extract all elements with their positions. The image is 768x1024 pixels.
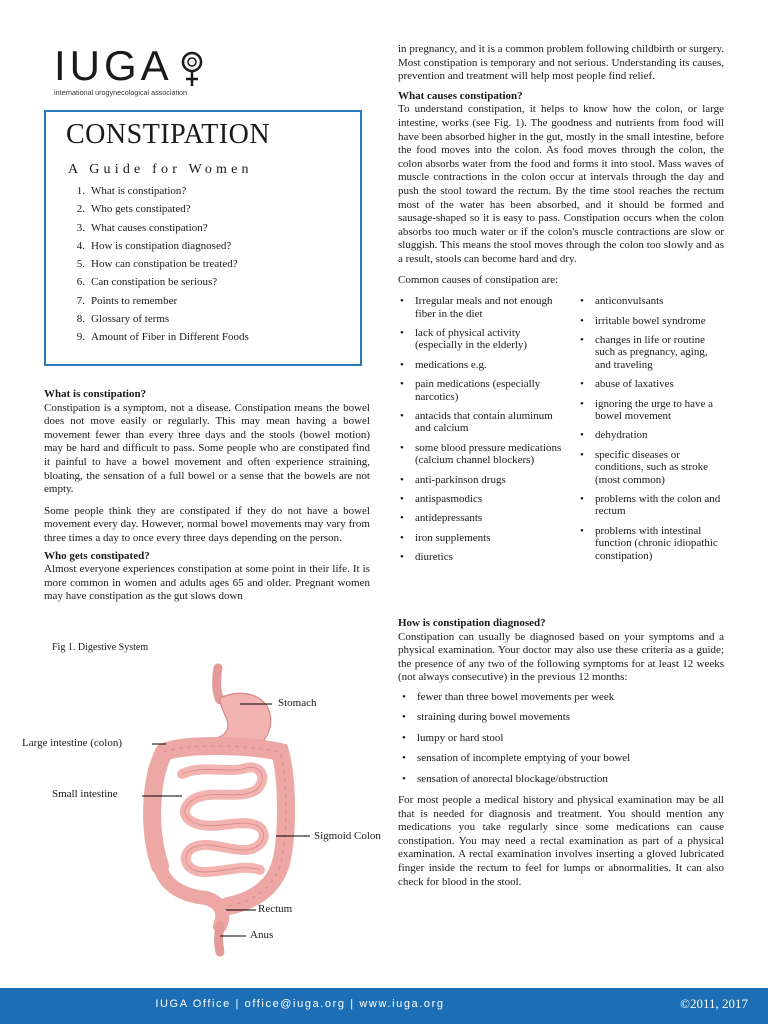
paragraph-diagnosed: Constipation can usually be diagnosed based on your symptoms and a physical examination. Your doctor may also use these criteria as a guide; the presence of any two of the following symptoms for at least 12 weeks (not always consecutive) in the previous 12 months: bbox=[398, 630, 724, 684]
toc-item bbox=[66, 328, 360, 346]
toc-label: What is constipation? bbox=[91, 185, 187, 197]
document-subtitle: A Guide for Women bbox=[68, 162, 253, 177]
list-item: • Irregular meals and not enough fiber in the diet bbox=[398, 295, 570, 320]
causes-list-b bbox=[578, 295, 726, 562]
toc-item bbox=[66, 273, 360, 291]
label-large-intestine: Large intestine (colon) bbox=[22, 737, 122, 749]
list-item: • diuretics bbox=[398, 551, 570, 563]
toc-number: 3. bbox=[76, 221, 85, 234]
list-item: • some blood pressure medications (calcium channel blockers) bbox=[398, 442, 570, 467]
paragraph-who: Almost everyone experiences constipation at some point in their life. It is more common in women and adults ages 65 and older. Pregnant women may have constipation as the gut slows down bbox=[44, 563, 370, 603]
diagnosis-criteria-list bbox=[400, 691, 724, 785]
paragraph-what-2: Some people think they are constipated if they do not have a bowel movement every day. However, normal bowel movements may vary from three times a day to once every three days depending on the person. bbox=[44, 504, 370, 544]
list-item: • antacids that contain aluminum and calcium bbox=[398, 410, 570, 435]
toc-item bbox=[66, 237, 360, 255]
toc-label: How can constipation be treated? bbox=[91, 258, 238, 271]
list-item: • problems with the colon and rectum bbox=[578, 493, 726, 518]
causes-lists bbox=[398, 295, 724, 617]
paragraph-common-causes: Common causes of constipation are: bbox=[398, 273, 559, 286]
list-item: • abuse of laxatives bbox=[578, 378, 726, 390]
list-item: • anticonvulsants bbox=[578, 295, 726, 307]
paragraph-what-1: Constipation is a symptom, not a disease. Constipation means the bowel does not move easily or regularly. This may mean having a bowel movement fewer than every three days and the stools (bowel motion) may be hard and difficult to pass. Some people who are constipated find it painful to have a bowel movement and often experience straining, bloating, the sensation of a full bowel or a sense that the bowels are not empty. bbox=[44, 401, 370, 496]
table-of-contents bbox=[44, 110, 362, 366]
right-column bbox=[398, 43, 724, 889]
toc-item bbox=[66, 292, 360, 310]
iuga-logo bbox=[54, 44, 274, 100]
toc-list bbox=[66, 182, 360, 347]
list-item: • fewer than three bowel movements per week bbox=[400, 691, 724, 703]
list-item: • ignoring the urge to have a bowel movement bbox=[578, 398, 726, 423]
female-symbol-icon bbox=[179, 50, 205, 90]
label-small-intestine: Small intestine bbox=[52, 788, 118, 800]
section-heading-what: What is constipation? bbox=[44, 388, 147, 400]
list-item: • medications e.g. bbox=[398, 359, 570, 371]
label-stomach: Stomach bbox=[278, 697, 317, 709]
toc-item bbox=[66, 310, 360, 328]
toc-number: 4. bbox=[76, 239, 85, 252]
left-column bbox=[44, 388, 370, 604]
logo-wordmark: IUGA bbox=[54, 42, 173, 89]
toc-number: 6. bbox=[76, 276, 85, 289]
list-item: • specific diseases or conditions, such as stroke (most common) bbox=[578, 449, 726, 486]
list-item: • antidepressants bbox=[398, 512, 570, 524]
list-item: • sensation of incomplete emptying of your bowel bbox=[400, 752, 724, 764]
label-rectum: Rectum bbox=[258, 903, 293, 915]
paragraph-causes: To understand constipation, it helps to know how the colon, or large intestine, works (see Fig. 1). The goodness and nutrients from food will have been absorbed higher in the gut, mostly in the small intestine, before the food moves into the colon. As food moves through the colon, the colon absorbs water from the food and forms it into stool. Mass waves of muscle contractions in the colon occur at intervals through the day and push the stool toward the rectum. By the time stool reaches the rectum most of the water has been absorbed, and it should be formed and sausage-shaped so it is easy to pass. Constipation occurs when the colon absorbs too much water or if the colon's muscle contractions are slow or sluggish. This means the stool moves through the colon too slowly and as a result, stools can become hard and dry. bbox=[398, 103, 724, 265]
list-item: • problems with intestinal function (chronic idiopathic constipation) bbox=[578, 525, 726, 562]
section-heading-causes: What causes constipation? bbox=[398, 89, 523, 102]
toc-item bbox=[66, 182, 360, 200]
list-item: • straining during bowel movements bbox=[400, 711, 724, 723]
section-heading-diagnosed: How is constipation diagnosed? bbox=[398, 617, 546, 630]
list-item: • dehydration bbox=[578, 429, 726, 441]
causes-list-a bbox=[398, 295, 570, 564]
toc-label: Can constipation be serious? bbox=[91, 276, 218, 289]
toc-number: 1. bbox=[76, 185, 85, 197]
toc-label: How is constipation diagnosed? bbox=[91, 239, 232, 252]
paragraph-continued: in pregnancy, and it is a common problem following childbirth or surgery. Most constipation is temporary and not serious. Understanding its causes, prevention and treatment will help most people find relief. bbox=[398, 43, 724, 83]
paragraph-final: For most people a medical history and physical examination may be all that is needed for diagnosis and treatment. You should mention any medications you take regularly since some medications can cause constipation. You may need a rectal examination as part of a physical examination. A rectal examination involves inserting a gloved lubricated finger inside the rectum to feel for lumps or abnormalities. It can also check for blood in the stool. bbox=[398, 794, 724, 888]
figure-caption: Fig 1. Digestive System bbox=[52, 642, 149, 653]
toc-label: Glossary of terms bbox=[91, 313, 170, 326]
toc-number: 8. bbox=[76, 313, 85, 326]
toc-number: 7. bbox=[76, 294, 85, 307]
list-item: • irritable bowel syndrome bbox=[578, 315, 726, 327]
digestive-system-illustration bbox=[14, 640, 384, 960]
toc-label: Who gets constipated? bbox=[91, 203, 191, 216]
toc-number: 5. bbox=[76, 258, 85, 271]
document-title: CONSTIPATION bbox=[66, 119, 271, 150]
toc-label: Amount of Fiber in Different Foods bbox=[91, 331, 249, 344]
list-item: • pain medications (especially narcotics) bbox=[398, 378, 570, 403]
logo-subtitle: international urogynecological association bbox=[54, 88, 188, 97]
toc-label: What causes constipation? bbox=[91, 221, 208, 234]
list-item: • antispasmodics bbox=[398, 493, 570, 505]
footer-copyright: ©2011, 2017 bbox=[680, 996, 748, 1011]
label-anus: Anus bbox=[250, 929, 274, 941]
toc-item bbox=[66, 255, 360, 273]
toc-number: 2. bbox=[76, 203, 85, 216]
list-item: • lack of physical activity (especially in the elderly) bbox=[398, 327, 570, 352]
footer-bar bbox=[0, 988, 768, 1024]
list-item: • lumpy or hard stool bbox=[400, 732, 724, 744]
section-heading-who: Who gets constipated? bbox=[44, 549, 150, 562]
list-item: • changes in life or routine such as pregnancy, aging, and traveling bbox=[578, 334, 726, 371]
toc-label: Points to remember bbox=[91, 294, 178, 307]
digestive-system-figure bbox=[14, 640, 384, 960]
toc-item bbox=[66, 200, 360, 218]
toc-number: 9. bbox=[76, 331, 85, 344]
list-item: • sensation of anorectal blockage/obstruction bbox=[400, 773, 724, 785]
label-sigmoid-colon: Sigmoid Colon bbox=[314, 830, 381, 842]
list-item: • iron supplements bbox=[398, 532, 570, 544]
list-item: • anti-parkinson drugs bbox=[398, 474, 570, 486]
toc-item bbox=[66, 219, 360, 237]
footer-contact: IUGA Office | office@iuga.org | www.iuga.org bbox=[155, 998, 445, 1010]
